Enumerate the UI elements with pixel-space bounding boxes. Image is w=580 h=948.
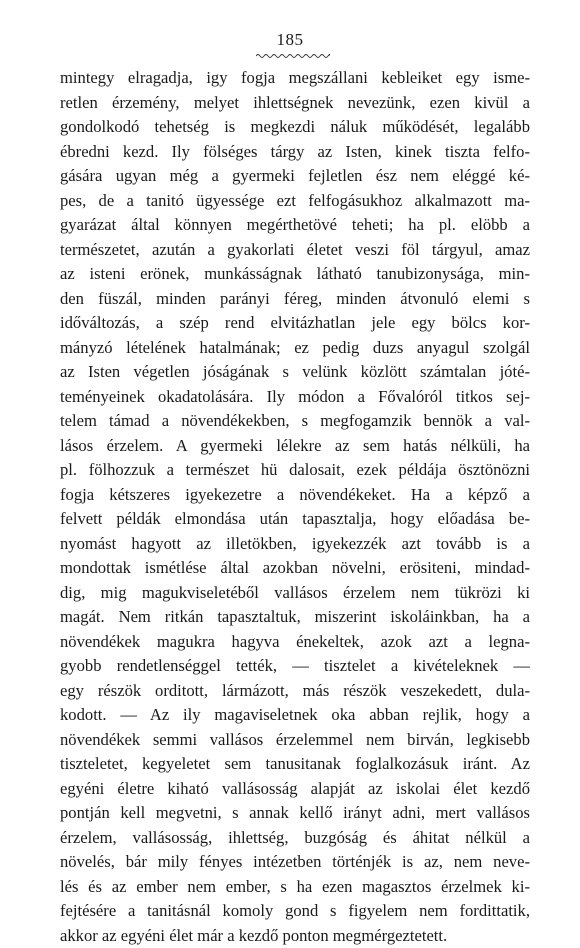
text-line: növelés, bár mily fényes intézetben történjék is az, nem neve- (60, 850, 530, 875)
text-line: érzelem, vallásosság, ihlettség, buzgóság és áhitat nélkül a (60, 826, 530, 851)
text-line: retlen érzemény, melyet ihlettségnek nevezünk, ezen kivül a (60, 91, 530, 116)
text-line: egy részök orditott, lármázott, más részök veszekedett, dula- (60, 679, 530, 704)
text-line: gondolkodó tehetség is megkezdi náluk működését, legalább (60, 115, 530, 140)
text-line: pontján kell megvetni, s annak kellő irányt adni, mert vallásos (60, 801, 530, 826)
text-line: növendékek semmi vallásos érzelemmel nem birván, legkisebb (60, 728, 530, 753)
text-line: felvett példák elmondása után tapasztalja, hogy előadása be- (60, 507, 530, 532)
text-line: az Isten végetlen jóságának s velünk közlött számtalan jóté- (60, 360, 530, 385)
page-number: 185 (0, 30, 580, 50)
text-line: telem támad a növendékekben, s megfogamzik bennök a val- (60, 409, 530, 434)
text-line: mányzó lételének hatalmának; ez pedig duzs anyagul szolgál (60, 336, 530, 361)
text-line: dig, mig magukviseletéből vallásos érzelem nem tükrözi ki (60, 581, 530, 606)
text-line: pes, de a tanitó ügyessége ezt felfogásukhoz alkalmazott ma- (60, 189, 530, 214)
text-line: pl. fölhozzuk a természet hü dalosait, ezek példája ösztönözni (60, 458, 530, 483)
text-line: tiszteletet, kegyeletet sem tanusitanak foglalkozásuk iránt. Az (60, 752, 530, 777)
decorative-wavy-rule (256, 53, 330, 59)
text-line: lés és az ember nem ember, s ha ezen magasztos érzelmek ki- (60, 875, 530, 900)
text-line: den füszál, minden parányi féreg, minden átvonuló elemi s (60, 287, 530, 312)
body-text (60, 66, 530, 948)
text-line: fogja kétszeres igyekezetre a növendékeket. Ha a képző a (60, 483, 530, 508)
text-line: növendékek magukra hagyva énekeltek, azok azt a legna- (60, 630, 530, 655)
text-line: nyomást hagyott az illetökben, igyekezzék azt tovább is a (60, 532, 530, 557)
text-line: természetet, azután a gyakorlati életet veszi föl tárgyul, amaz (60, 238, 530, 263)
text-line: az isteni erönek, munkásságnak látható tanubizonysága, min- (60, 262, 530, 287)
text-line: mintegy elragadja, igy fogja megszállani kebleiket egy isme- (60, 66, 530, 91)
text-line: gyarázat által könnyen megérthetövé teheti; ha pl. elöbb a (60, 213, 530, 238)
text-line: teményeinek okadatolására. Ily módon a Fővalóról titkos sej- (60, 385, 530, 410)
text-line: kodott. — Az ily magaviseletnek oka abban rejlik, hogy a (60, 703, 530, 728)
text-line: akkor az egyéni élet már a kezdő ponton megmérgeztetett. (60, 924, 530, 948)
text-line: lásos érzelem. A gyermeki lélekre az sem hatás nélküli, ha (60, 434, 530, 459)
text-line: egyéni életre kiható vallásosság alapját az iskolai élet kezdő (60, 777, 530, 802)
text-line: ébredni kezd. Ily fölséges tárgy az Isten, kinek tiszta felfo- (60, 140, 530, 165)
text-line: mondottak ismétlése által azokban növelni, erösiteni, mindad- (60, 556, 530, 581)
text-line: időváltozás, a szép rend elvitázhatlan jele egy bölcs kor- (60, 311, 530, 336)
text-line: gására ugyan még a gyermeki fejletlen ész nem eléggé ké- (60, 164, 530, 189)
text-line: magát. Nem ritkán tapasztaltuk, miszerint iskoláinkban, ha a (60, 605, 530, 630)
text-line: fejtésére a tanitásnál komoly gond s figyelem nem fordittatik, (60, 899, 530, 924)
text-line: gyobb rendetlenséggel tették, — tisztelet a kivételeknek — (60, 654, 530, 679)
